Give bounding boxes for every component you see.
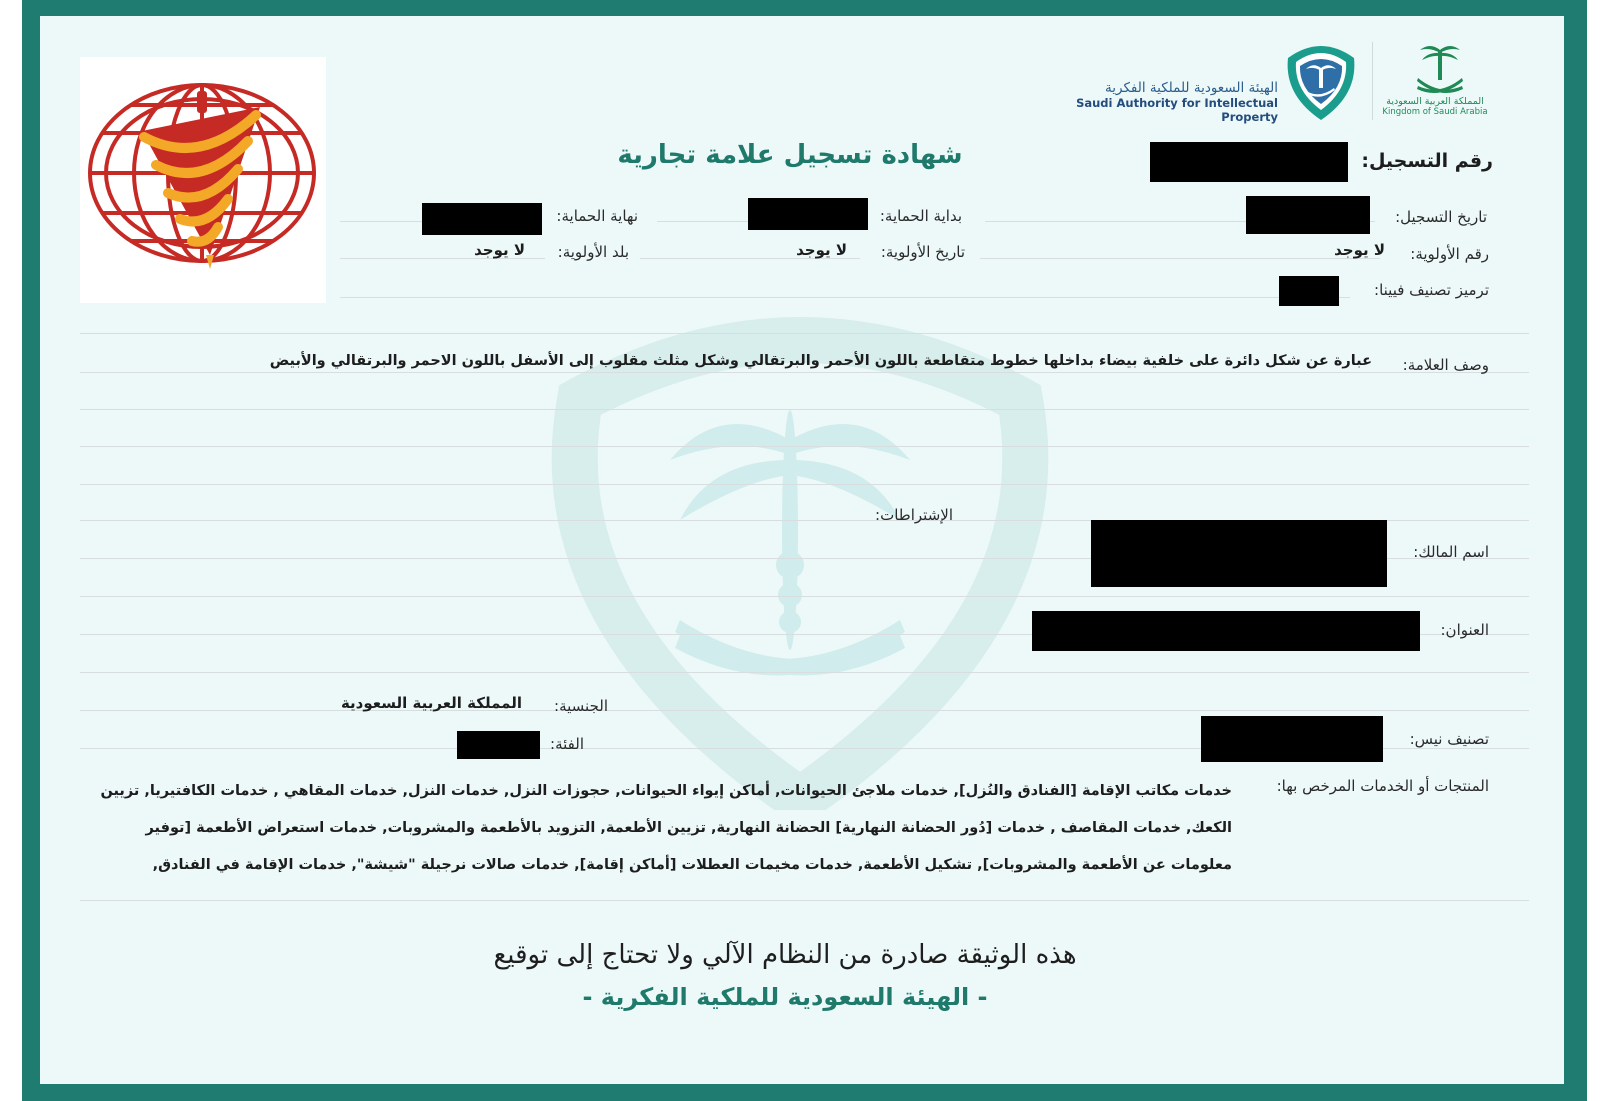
goods-services-label: المنتجات أو الخدمات المرخص بها: <box>1276 777 1489 795</box>
authority-name-ar: الهيئة السعودية للملكية الفكرية <box>1105 80 1278 96</box>
redacted-registration-number <box>1150 142 1348 182</box>
mark-description-label: وصف العلامة: <box>1402 356 1489 374</box>
field-line <box>980 258 1380 259</box>
redacted-class <box>457 731 540 759</box>
ruled-line <box>80 446 1529 447</box>
vienna-classification-label: ترميز تصنيف فيينا: <box>1374 281 1489 299</box>
trademark-logo <box>80 57 326 303</box>
kingdom-name-en: Kingdom of Saudi Arabia <box>1382 107 1488 117</box>
ruled-line <box>80 672 1529 673</box>
registration-number-label: رقم التسجيل: <box>1361 150 1493 172</box>
ruled-line <box>80 710 1529 711</box>
priority-number-label: رقم الأولوية: <box>1410 245 1489 263</box>
protection-start-label: بداية الحماية: <box>879 207 962 225</box>
mark-description-value: عبارة عن شكل دائرة على خلفية بيضاء بداخلها خطوط متقاطعة باللون الأحمر والبرتقالي وشكل مثلث مقلوب إلى الأسفل باللون الاحمر والبرتقالي والأبيض <box>269 353 1372 369</box>
footer-authority: - الهيئة السعودية للملكية الفكرية - <box>582 983 988 1011</box>
footer-note: هذه الوثيقة صادرة من النظام الآلي ولا تحتاج إلى توقيع <box>493 940 1077 970</box>
ruled-line <box>80 900 1529 901</box>
ruled-line <box>80 372 1529 373</box>
nationality-label: الجنسية: <box>554 697 608 715</box>
redacted-address <box>1032 611 1420 651</box>
nationality-value: المملكة العربية السعودية <box>340 694 522 712</box>
redacted-protection-end <box>422 203 542 235</box>
authority-name-en: Saudi Authority for Intellectual Property <box>1076 96 1278 124</box>
header-divider <box>1372 42 1373 120</box>
registration-date-label: تاريخ التسجيل: <box>1395 208 1487 226</box>
owner-name-label: اسم المالك: <box>1413 543 1489 561</box>
priority-date-value: لا يوجد <box>796 241 847 259</box>
nice-classification-label: تصنيف نيس: <box>1409 730 1489 748</box>
redacted-nice-classification <box>1201 716 1383 762</box>
priority-number-value: لا يوجد <box>1334 241 1385 259</box>
ruled-line <box>80 596 1529 597</box>
ruled-line <box>80 333 1529 334</box>
ruled-line <box>80 484 1529 485</box>
saip-shield-palm-icon <box>1280 40 1362 122</box>
ruled-line <box>80 409 1529 410</box>
kingdom-name-ar: المملكة العربية السعودية <box>1386 96 1484 107</box>
redacted-protection-start <box>748 198 868 230</box>
field-line <box>340 297 1350 298</box>
redacted-owner-name <box>1091 520 1387 587</box>
trademark-globe-shawarma-icon <box>80 57 326 303</box>
priority-country-value: لا يوجد <box>474 241 525 259</box>
address-label: العنوان: <box>1440 621 1489 639</box>
protection-end-label: نهاية الحماية: <box>556 207 638 225</box>
redacted-vienna-code <box>1279 276 1339 306</box>
saudi-emblem-palm-swords-icon <box>1412 40 1468 98</box>
goods-services-value: خدمات مكاتب الإقامة [الفنادق والنُزل], خدمات ملاجئ الحيوانات, أماكن إيواء الحيوانات, حجوزات النزل, خدمات النزل, خدمات المقاهي , خدمات الكافتيريا, تزيين الكعك, خدمات المقاصف , خدمات [دُور الحضانة النهارية] الحضانة النهارية, تزيين الأطعمة, التزويد بالأطعمة والمشروبات, خدمات استعراض الأطعمة [توفير معلومات عن الأطعمة والمشروبات], تشكيل الأطعمة, خدمات مخيمات العطلات [أماكن إقامة], خدمات صالات نرجيلة "شيشة", خدمات الإقامة في الفنادق, <box>100 783 1232 873</box>
class-label: الفئة: <box>550 735 584 753</box>
certificate-title: شهادة تسجيل علامة تجارية <box>617 140 963 170</box>
conditions-label: الإشتراطات: <box>875 506 953 524</box>
redacted-registration-date <box>1246 196 1370 234</box>
priority-country-label: بلد الأولوية: <box>557 243 629 261</box>
priority-date-label: تاريخ الأولوية: <box>880 243 965 261</box>
